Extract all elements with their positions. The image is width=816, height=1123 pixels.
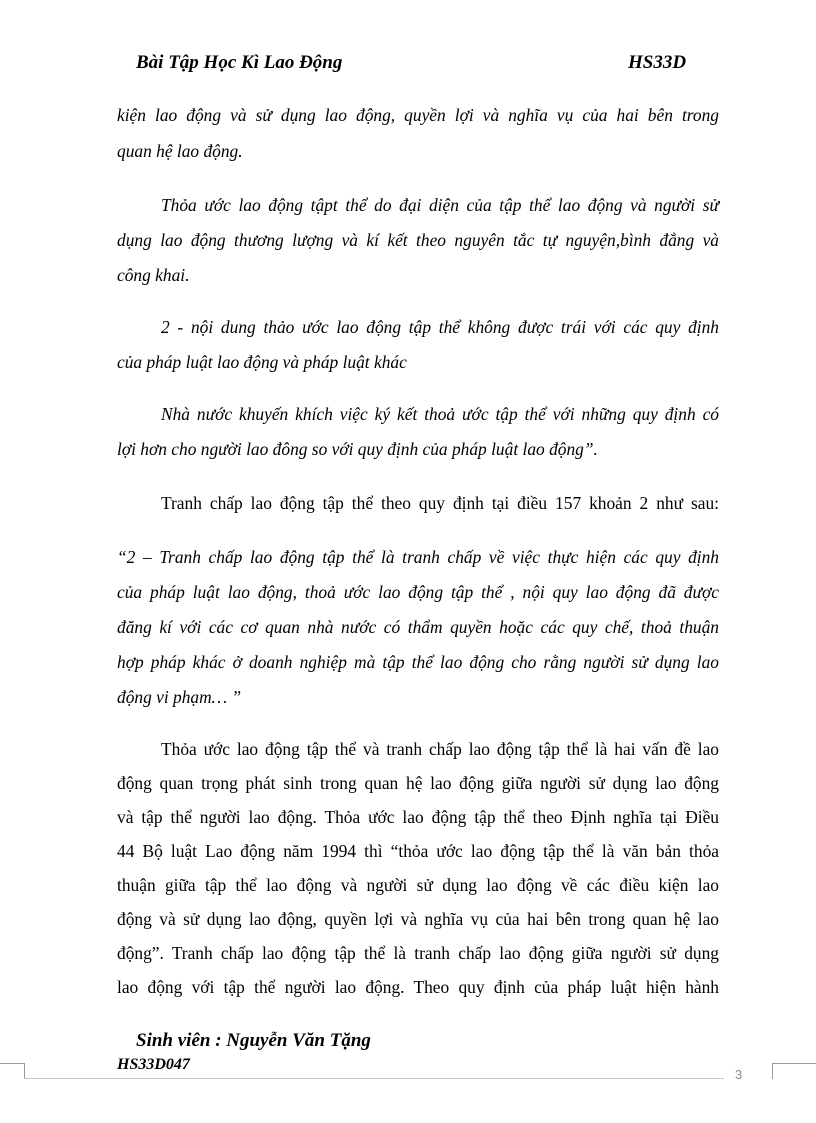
text-line: lao động với tập thể người lao động. Theo quy định của pháp luật hiện hành [117,977,719,997]
text-line: Thỏa ước lao động tập thể và tranh chấp lao động tập thể là hai vấn đề lao [161,739,719,759]
text-line: động vi phạm… ” [117,687,242,707]
frame-left-vertical [24,1063,25,1079]
text-line: 2 - nội dung thảo ước lao động tập thể không được trái với các quy định [161,317,719,337]
text-line: của pháp luật lao động và pháp luật khác [117,352,407,372]
text-line: động”. Tranh chấp lao động tập thể là tranh chấp lao động giữa người sử dụng [117,943,719,963]
text-line: 44 Bộ luật Lao động năm 1994 thì “thỏa ước lao động tập thể là văn bản thỏa [117,841,719,861]
text-line: thuận giữa tập thể lao động và người sử dụng lao động về các điều kiện lao [117,875,719,895]
text-line: của pháp luật lao động, thoả ước lao động tập thể , nội quy lao động đã được [117,582,719,602]
frame-left-top-rule [0,1063,24,1064]
text-line: Thỏa ước lao động tậpt thể do đại diện của tập thể lao động và người sử [161,195,719,215]
text-line: hợp pháp khác ở doanh nghiệp mà tập thể lao động cho rằng người sử dụng lao [117,652,719,672]
frame-right-vertical [772,1063,773,1079]
text-line: “2 – Tranh chấp lao động tập thể là tranh chấp về việc thực hiện các quy định [117,547,719,567]
text-line: quan hệ lao động. [117,141,243,161]
text-line: công khai. [117,265,190,285]
text-line: dụng lao động thương lượng và kí kết theo nguyên tắc tự nguyện,bình đẳng và [117,230,719,250]
page-number: 3 [735,1067,743,1082]
text-line: Nhà nước khuyến khích việc ký kết thoả ước tập thể với những quy định có [161,404,719,424]
text-line: Tranh chấp lao động tập thể theo quy định tại điều 157 khoản 2 như sau: [161,493,719,513]
header-class-code: HS33D [628,52,687,73]
text-line: động và sử dụng lao động, quyền lợi và nghĩa vụ của hai bên trong quan hệ lao [117,909,719,929]
frame-bottom-rule [24,1078,724,1079]
text-line: đăng kí với các cơ quan nhà nước có thẩm quyền hoặc các quy chế, thoả thuận [117,617,719,637]
header-title: Bài Tập Học Kì Lao Động [136,52,343,73]
text-line: lợi hơn cho người lao đông so với quy định của pháp luật lao động”. [117,439,598,459]
text-line: kiện lao động và sử dụng lao động, quyền lợi và nghĩa vụ của hai bên trong [117,105,719,125]
text-line: động quan trọng phát sinh trong quan hệ lao động giữa người sử dụng lao động [117,773,719,793]
footer-student-code: HS33D047 [117,1056,190,1073]
footer-student-name: Sinh viên : Nguyễn Văn Tặng [136,1030,371,1051]
frame-right-top-rule [772,1063,816,1064]
text-line: và tập thể người lao động. Thỏa ước lao động tập thể theo Định nghĩa tại Điều [117,807,719,827]
